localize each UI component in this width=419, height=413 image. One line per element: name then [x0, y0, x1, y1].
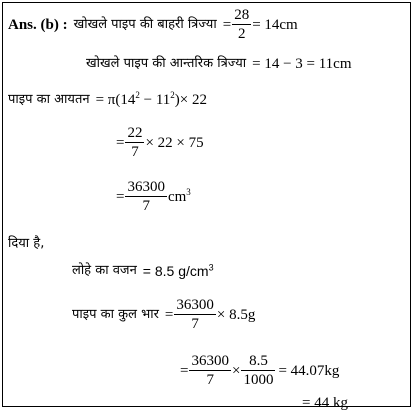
inner-radius-label: खोखले पाइप की आन्तरिक त्रिज्या: [86, 56, 247, 71]
volume-label: पाइप का आयतन: [8, 92, 90, 107]
equals-sign: =: [222, 16, 232, 33]
equals-sign: =: [164, 306, 174, 323]
total-weight-result: = 44.07kg: [278, 362, 340, 379]
fraction-36300-7: $\frac{36300}{7}$: [176, 297, 214, 332]
density-value: = 8.5 $g/cm^3$: [142, 262, 214, 279]
times-sign: ×: [231, 362, 241, 379]
total-weight-rest: × 8.5g: [216, 306, 256, 323]
fraction-36300-7: $\frac{36300}{7}$: [191, 353, 229, 388]
inner-radius-expression: = 14 − 3 = 11cm: [252, 56, 352, 72]
final-answer: = 44 kg: [302, 395, 348, 411]
given-label: दिया है,: [8, 236, 45, 251]
outer-radius-result: = 14cm: [252, 16, 298, 33]
volume-step-1: [116, 124, 204, 161]
equals-sign: =: [180, 362, 189, 379]
outer-radius-label: खोखले पाइप की बाहरी त्रिज्या: [73, 16, 217, 32]
volume-step-1-rest: × 22 × 75: [145, 134, 204, 151]
density-line: [72, 263, 214, 279]
total-weight-label: पाइप का कुल भार: [72, 306, 159, 322]
volume-line: [8, 92, 207, 108]
total-weight-step: [180, 352, 339, 389]
fraction-36300-7: $\frac{36300}{7}$: [127, 179, 165, 214]
density-label: लोहे का वजन: [72, 263, 137, 278]
fraction-denominator: 2: [237, 26, 246, 42]
equals-sign: =: [116, 188, 125, 205]
total-weight-line: [72, 296, 255, 333]
volume-step-2: [116, 178, 191, 215]
inner-radius-line: [86, 56, 352, 72]
outer-radius-line: [8, 6, 298, 43]
volume-unit: $cm^3$: [167, 186, 191, 205]
volume-expression: = $\pi(14^2 - 11^2)\times 22$: [95, 90, 207, 108]
fraction-numerator: 28: [234, 7, 250, 23]
equals-sign: =: [116, 134, 125, 151]
fraction-8.5-1000: $\frac{8.5}{1000}$: [243, 353, 274, 388]
fraction-22-7: $\frac{22}{7}$: [127, 125, 143, 160]
answer-label: Ans. (b) :: [8, 16, 68, 33]
outer-radius-fraction: [232, 6, 251, 43]
